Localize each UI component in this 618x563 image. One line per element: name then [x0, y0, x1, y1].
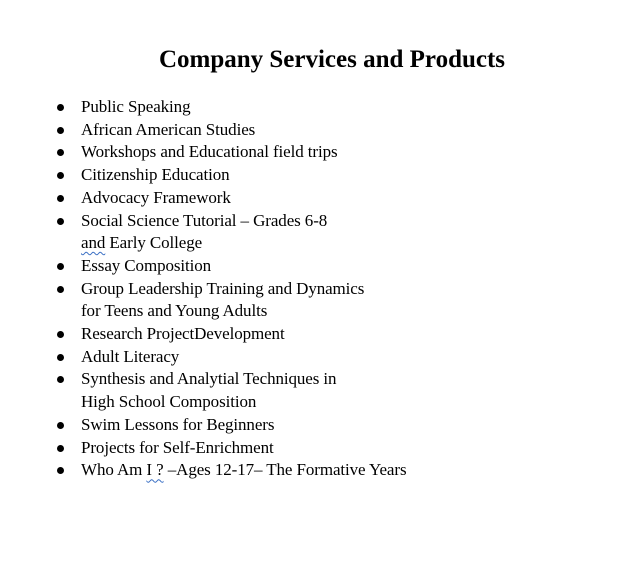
services-list	[52, 96, 406, 482]
list-item-text: Workshops and Educational field trips	[81, 142, 338, 162]
bullet-icon	[57, 172, 64, 179]
list-item	[52, 255, 406, 278]
list-item	[52, 437, 406, 460]
list-item-text: Who Am I ? –Ages 12-17– The Formative Years	[81, 460, 407, 480]
list-item	[52, 96, 406, 119]
bullet-icon	[57, 104, 64, 111]
list-item	[52, 459, 406, 482]
list-item	[52, 368, 406, 413]
bullet-icon	[57, 263, 64, 270]
list-item-text: Group Leadership Training and Dynamics	[81, 278, 365, 298]
list-item-text: Synthesis and Analytial Techniques in	[81, 369, 337, 389]
list-item	[52, 210, 406, 255]
list-item-text: Research ProjectDevelopment	[81, 324, 285, 344]
bullet-icon	[57, 445, 64, 452]
bullet-icon	[57, 195, 64, 202]
list-item	[52, 141, 406, 164]
list-item-text: Projects for Self-Enrichment	[81, 437, 274, 457]
list-item	[52, 164, 406, 187]
list-item-text: Adult Literacy	[81, 346, 180, 366]
bullet-icon	[57, 376, 64, 383]
list-item-text: Public Speaking	[81, 97, 191, 116]
list-item	[52, 187, 406, 210]
bullet-icon	[57, 354, 64, 361]
list-item-text: and Early College	[81, 233, 203, 253]
bullet-icon	[57, 286, 64, 293]
list-item-text: Citizenship Education	[81, 165, 230, 185]
list-item	[52, 278, 406, 323]
list-item-text: African American Studies	[81, 119, 256, 139]
page-title: Company Services and Products	[158, 46, 506, 73]
list-item-text: Essay Composition	[81, 255, 212, 275]
list-item	[52, 414, 406, 437]
list-item	[52, 119, 406, 142]
list-item	[52, 346, 406, 369]
list-item-text: Advocacy Framework	[81, 187, 231, 207]
bullet-icon	[57, 331, 64, 338]
bullet-icon	[57, 422, 64, 429]
list-item-text: for Teens and Young Adults	[81, 301, 268, 321]
list-item	[52, 323, 406, 346]
list-item-text: High School Composition	[81, 392, 257, 412]
bullet-icon	[57, 149, 64, 156]
bullet-icon	[57, 467, 64, 474]
list-item-text: Swim Lessons for Beginners	[81, 414, 275, 434]
list-item-text: Social Science Tutorial – Grades 6-8	[81, 210, 328, 230]
bullet-icon	[57, 218, 64, 225]
bullet-icon	[57, 127, 64, 134]
